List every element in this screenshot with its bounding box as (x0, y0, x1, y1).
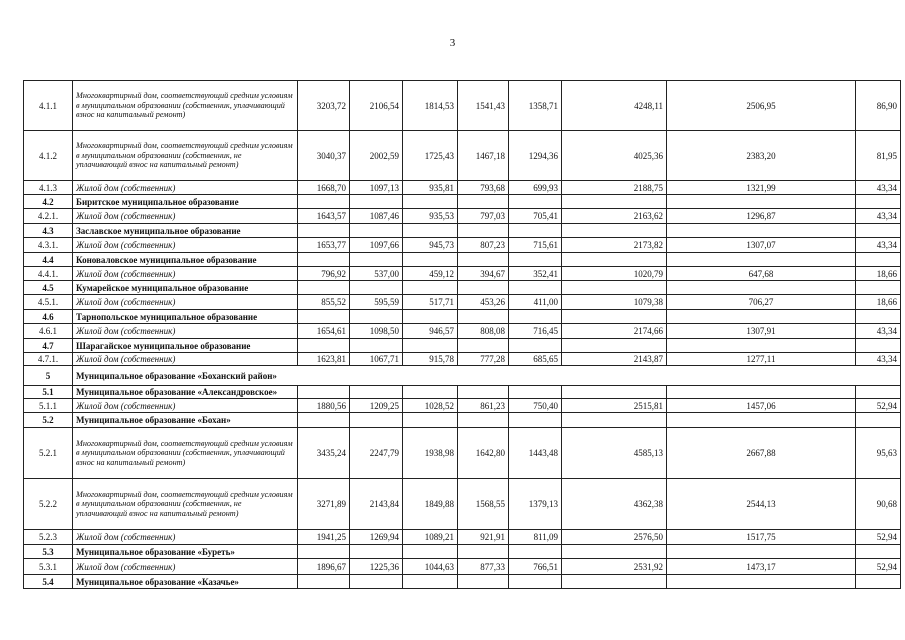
municipality-title: Коноваловское муниципальное образование (73, 253, 298, 267)
tariff-value: 1379,13 (509, 479, 562, 530)
empty-cell (298, 281, 350, 295)
empty-cell (403, 339, 458, 353)
row-code: 5.3.1 (24, 559, 73, 575)
row-code: 4.7 (24, 339, 73, 353)
table-row (24, 353, 901, 366)
empty-cell (562, 224, 667, 238)
tariff-value: 2143,87 (562, 353, 667, 366)
empty-cell (856, 413, 901, 428)
tariff-value: 946,57 (403, 324, 458, 339)
row-code: 4.2.1. (24, 209, 73, 224)
empty-cell (403, 310, 458, 324)
empty-cell (562, 413, 667, 428)
tariff-value: 1880,56 (298, 399, 350, 413)
tariff-value: 411,00 (509, 295, 562, 310)
housing-type: Жилой дом (собственник) (73, 559, 298, 575)
row-code: 5.2.3 (24, 530, 73, 545)
table-row (24, 81, 901, 131)
table-row (24, 324, 901, 339)
tariff-value: 715,61 (509, 238, 562, 253)
row-code: 4.6.1 (24, 324, 73, 339)
empty-cell (403, 545, 458, 559)
empty-cell (562, 310, 667, 324)
empty-cell (350, 339, 403, 353)
tariff-value: 1623,81 (298, 353, 350, 366)
tariff-value: 86,90 (856, 81, 901, 131)
tariff-value: 797,03 (458, 209, 509, 224)
empty-cell (298, 253, 350, 267)
tariff-value: 1097,66 (350, 238, 403, 253)
tariff-value: 2531,92 (562, 559, 667, 575)
section-row (24, 386, 901, 399)
row-code: 4.1.1 (24, 81, 73, 131)
section-row (24, 366, 901, 386)
row-code: 4.2 (24, 195, 73, 209)
empty-cell (856, 575, 901, 589)
municipality-title: Муниципальное образование «Буреть» (73, 545, 298, 559)
tariff-value: 1443,48 (509, 428, 562, 479)
tariff-value: 352,41 (509, 267, 562, 281)
tariff-value: 1653,77 (298, 238, 350, 253)
tariff-value: 1642,80 (458, 428, 509, 479)
tariff-value: 2544,13 (667, 479, 856, 530)
tariff-value: 935,81 (403, 181, 458, 195)
tariff-value: 1097,13 (350, 181, 403, 195)
empty-cell (298, 339, 350, 353)
tariff-value: 1020,79 (562, 267, 667, 281)
section-row (24, 413, 901, 428)
tariff-value: 793,68 (458, 181, 509, 195)
section-row (24, 575, 901, 589)
tariff-value: 1541,43 (458, 81, 509, 131)
municipality-title: Тарнопольское муниципальное образование (73, 310, 298, 324)
tariff-value: 43,34 (856, 238, 901, 253)
tariff-value: 18,66 (856, 267, 901, 281)
tariff-value: 1849,88 (403, 479, 458, 530)
row-code: 4.4.1. (24, 267, 73, 281)
empty-cell (509, 224, 562, 238)
tariff-value: 52,94 (856, 399, 901, 413)
empty-cell (403, 281, 458, 295)
empty-cell (458, 545, 509, 559)
tariff-value: 1307,91 (667, 324, 856, 339)
tariff-value: 1568,55 (458, 479, 509, 530)
empty-cell (562, 545, 667, 559)
empty-cell (562, 339, 667, 353)
tariff-value: 1654,61 (298, 324, 350, 339)
table-row (24, 559, 901, 575)
housing-type: Жилой дом (собственник) (73, 530, 298, 545)
empty-cell (350, 310, 403, 324)
table-row (24, 479, 901, 530)
row-code: 4.7.1. (24, 353, 73, 366)
tariff-value: 1358,71 (509, 81, 562, 131)
municipality-title: Кумарейское муниципальное образование (73, 281, 298, 295)
tariff-value: 1296,87 (667, 209, 856, 224)
row-code: 5.1 (24, 386, 73, 399)
tariff-value: 3271,89 (298, 479, 350, 530)
housing-type: Жилой дом (собственник) (73, 209, 298, 224)
tariff-value: 1938,98 (403, 428, 458, 479)
empty-cell (856, 253, 901, 267)
empty-cell (856, 386, 901, 399)
tariff-value: 2667,88 (667, 428, 856, 479)
tariff-value: 685,65 (509, 353, 562, 366)
row-code: 5.1.1 (24, 399, 73, 413)
empty-cell (509, 339, 562, 353)
tariff-value: 1896,67 (298, 559, 350, 575)
empty-cell (298, 575, 350, 589)
municipality-title: Заславское муниципальное образование (73, 224, 298, 238)
tariff-value: 1725,43 (403, 131, 458, 181)
empty-cell (350, 253, 403, 267)
empty-cell (403, 386, 458, 399)
tariff-value: 2247,79 (350, 428, 403, 479)
tariff-value: 52,94 (856, 530, 901, 545)
tariff-value: 2106,54 (350, 81, 403, 131)
tariff-value: 453,26 (458, 295, 509, 310)
tariff-value: 1028,52 (403, 399, 458, 413)
housing-type: Жилой дом (собственник) (73, 324, 298, 339)
page-number: 3 (449, 37, 456, 49)
tariff-value: 2174,66 (562, 324, 667, 339)
tariff-value: 1814,53 (403, 81, 458, 131)
empty-cell (856, 545, 901, 559)
empty-cell (458, 253, 509, 267)
housing-type: Многоквартирный дом, соответствующий средним условиям в муниципальном образовании (собственник, уплачивающий взнос на капитальный ремонт) (73, 428, 298, 479)
tariff-value: 705,41 (509, 209, 562, 224)
tariff-value: 1067,71 (350, 353, 403, 366)
tariff-value: 95,63 (856, 428, 901, 479)
tariff-value: 1044,63 (403, 559, 458, 575)
tariff-value: 1225,36 (350, 559, 403, 575)
tariff-value: 2576,50 (562, 530, 667, 545)
region-title: Муниципальное образование «Боханский район» (73, 366, 901, 386)
empty-cell (509, 575, 562, 589)
tariff-value: 1473,17 (667, 559, 856, 575)
empty-cell (458, 575, 509, 589)
section-row (24, 281, 901, 295)
empty-cell (667, 339, 856, 353)
empty-cell (403, 195, 458, 209)
tariff-table (23, 80, 901, 589)
row-code: 4.1.2 (24, 131, 73, 181)
empty-cell (458, 339, 509, 353)
tariff-value: 1941,25 (298, 530, 350, 545)
tariff-value: 1098,50 (350, 324, 403, 339)
empty-cell (509, 413, 562, 428)
empty-cell (509, 253, 562, 267)
empty-cell (562, 575, 667, 589)
empty-cell (562, 195, 667, 209)
empty-cell (298, 310, 350, 324)
tariff-value: 2506,95 (667, 81, 856, 131)
empty-cell (509, 195, 562, 209)
tariff-value: 861,23 (458, 399, 509, 413)
section-row (24, 545, 901, 559)
tariff-value: 877,33 (458, 559, 509, 575)
empty-cell (667, 195, 856, 209)
tariff-value: 750,40 (509, 399, 562, 413)
tariff-value: 2188,75 (562, 181, 667, 195)
tariff-value: 716,45 (509, 324, 562, 339)
table-body (24, 81, 901, 589)
table-row (24, 295, 901, 310)
empty-cell (403, 224, 458, 238)
tariff-value: 1087,46 (350, 209, 403, 224)
tariff-value: 4025,36 (562, 131, 667, 181)
tariff-value: 1079,38 (562, 295, 667, 310)
tariff-value: 945,73 (403, 238, 458, 253)
section-row (24, 310, 901, 324)
tariff-value: 766,51 (509, 559, 562, 575)
tariff-value: 394,67 (458, 267, 509, 281)
empty-cell (856, 224, 901, 238)
empty-cell (509, 281, 562, 295)
table-row (24, 131, 901, 181)
table-row (24, 530, 901, 545)
housing-type: Жилой дом (собственник) (73, 399, 298, 413)
tariff-value: 777,28 (458, 353, 509, 366)
row-code: 5.4 (24, 575, 73, 589)
empty-cell (509, 545, 562, 559)
empty-cell (667, 281, 856, 295)
tariff-value: 921,91 (458, 530, 509, 545)
tariff-value: 1321,99 (667, 181, 856, 195)
tariff-value: 43,34 (856, 181, 901, 195)
housing-type: Жилой дом (собственник) (73, 267, 298, 281)
row-code: 4.5 (24, 281, 73, 295)
tariff-value: 3203,72 (298, 81, 350, 131)
tariff-value: 1307,07 (667, 238, 856, 253)
tariff-value: 1209,25 (350, 399, 403, 413)
tariff-value: 1277,11 (667, 353, 856, 366)
empty-cell (856, 195, 901, 209)
table-row (24, 267, 901, 281)
empty-cell (458, 386, 509, 399)
empty-cell (298, 545, 350, 559)
tariff-value: 2383,20 (667, 131, 856, 181)
empty-cell (350, 195, 403, 209)
tariff-value: 3040,37 (298, 131, 350, 181)
empty-cell (856, 281, 901, 295)
empty-cell (350, 224, 403, 238)
empty-cell (298, 386, 350, 399)
table-row (24, 238, 901, 253)
tariff-value: 2173,82 (562, 238, 667, 253)
tariff-value: 595,59 (350, 295, 403, 310)
empty-cell (667, 253, 856, 267)
tariff-value: 2143,84 (350, 479, 403, 530)
empty-cell (856, 339, 901, 353)
municipality-title: Муниципальное образование «Александровское» (73, 386, 298, 399)
empty-cell (350, 575, 403, 589)
empty-cell (562, 281, 667, 295)
tariff-value: 43,34 (856, 209, 901, 224)
empty-cell (298, 195, 350, 209)
municipality-title: Муниципальное образование «Бохан» (73, 413, 298, 428)
row-code: 4.3.1. (24, 238, 73, 253)
empty-cell (856, 310, 901, 324)
empty-cell (403, 413, 458, 428)
empty-cell (562, 386, 667, 399)
empty-cell (667, 224, 856, 238)
empty-cell (509, 310, 562, 324)
empty-cell (458, 413, 509, 428)
empty-cell (350, 386, 403, 399)
tariff-value: 647,68 (667, 267, 856, 281)
tariff-value: 2515,81 (562, 399, 667, 413)
tariff-value: 915,78 (403, 353, 458, 366)
housing-type: Жилой дом (собственник) (73, 238, 298, 253)
tariff-value: 43,34 (856, 353, 901, 366)
housing-type: Жилой дом (собственник) (73, 353, 298, 366)
tariff-value: 706,27 (667, 295, 856, 310)
tariff-value: 459,12 (403, 267, 458, 281)
tariff-value: 1668,70 (298, 181, 350, 195)
tariff-value: 43,34 (856, 324, 901, 339)
tariff-value: 807,23 (458, 238, 509, 253)
empty-cell (403, 253, 458, 267)
tariff-value: 2002,59 (350, 131, 403, 181)
tariff-value: 3435,24 (298, 428, 350, 479)
row-code: 5.3 (24, 545, 73, 559)
municipality-title: Муниципальное образование «Казачье» (73, 575, 298, 589)
row-code: 4.5.1. (24, 295, 73, 310)
tariff-value: 2163,62 (562, 209, 667, 224)
row-code: 4.1.3 (24, 181, 73, 195)
tariff-value: 1294,36 (509, 131, 562, 181)
tariff-value: 1269,94 (350, 530, 403, 545)
empty-cell (298, 413, 350, 428)
empty-cell (509, 386, 562, 399)
empty-cell (403, 575, 458, 589)
empty-cell (667, 575, 856, 589)
empty-cell (350, 281, 403, 295)
empty-cell (298, 224, 350, 238)
empty-cell (458, 195, 509, 209)
tariff-value: 517,71 (403, 295, 458, 310)
tariff-value: 4585,13 (562, 428, 667, 479)
empty-cell (458, 224, 509, 238)
tariff-value: 537,00 (350, 267, 403, 281)
tariff-value: 699,93 (509, 181, 562, 195)
tariff-value: 1089,21 (403, 530, 458, 545)
empty-cell (667, 386, 856, 399)
empty-cell (667, 413, 856, 428)
tariff-value: 4248,11 (562, 81, 667, 131)
tariff-value: 811,09 (509, 530, 562, 545)
housing-type: Жилой дом (собственник) (73, 295, 298, 310)
housing-type: Многоквартирный дом, соответствующий средним условиям в муниципальном образовании (собственник, уплачивающий взнос на капитальный ремонт) (73, 81, 298, 131)
section-row (24, 224, 901, 238)
row-code: 4.3 (24, 224, 73, 238)
row-code: 4.6 (24, 310, 73, 324)
row-code: 5 (24, 366, 73, 386)
tariff-value: 81,95 (856, 131, 901, 181)
row-code: 5.2 (24, 413, 73, 428)
table-row (24, 399, 901, 413)
empty-cell (458, 310, 509, 324)
municipality-title: Шарагайское муниципальное образование (73, 339, 298, 353)
empty-cell (562, 253, 667, 267)
municipality-title: Биритское муниципальное образование (73, 195, 298, 209)
tariff-value: 18,66 (856, 295, 901, 310)
tariff-value: 4362,38 (562, 479, 667, 530)
tariff-value: 935,53 (403, 209, 458, 224)
section-row (24, 195, 901, 209)
row-code: 4.4 (24, 253, 73, 267)
housing-type: Многоквартирный дом, соответствующий средним условиям в муниципальном образовании (собственник, не уплачивающий взнос на капитальный ремонт) (73, 131, 298, 181)
empty-cell (350, 413, 403, 428)
empty-cell (667, 310, 856, 324)
table-row (24, 209, 901, 224)
table-row (24, 181, 901, 195)
empty-cell (458, 281, 509, 295)
section-row (24, 253, 901, 267)
housing-type: Жилой дом (собственник) (73, 181, 298, 195)
tariff-value: 90,68 (856, 479, 901, 530)
tariff-value: 1467,18 (458, 131, 509, 181)
empty-cell (350, 545, 403, 559)
tariff-value: 808,08 (458, 324, 509, 339)
table-row (24, 428, 901, 479)
tariff-value: 855,52 (298, 295, 350, 310)
tariff-value: 1643,57 (298, 209, 350, 224)
tariff-value: 52,94 (856, 559, 901, 575)
tariff-value: 1457,06 (667, 399, 856, 413)
tariff-value: 796,92 (298, 267, 350, 281)
empty-cell (667, 545, 856, 559)
row-code: 5.2.2 (24, 479, 73, 530)
row-code: 5.2.1 (24, 428, 73, 479)
housing-type: Многоквартирный дом, соответствующий средним условиям в муниципальном образовании (собственник, не уплачивающий взнос на капитальный ремонт) (73, 479, 298, 530)
section-row (24, 339, 901, 353)
tariff-value: 1517,75 (667, 530, 856, 545)
